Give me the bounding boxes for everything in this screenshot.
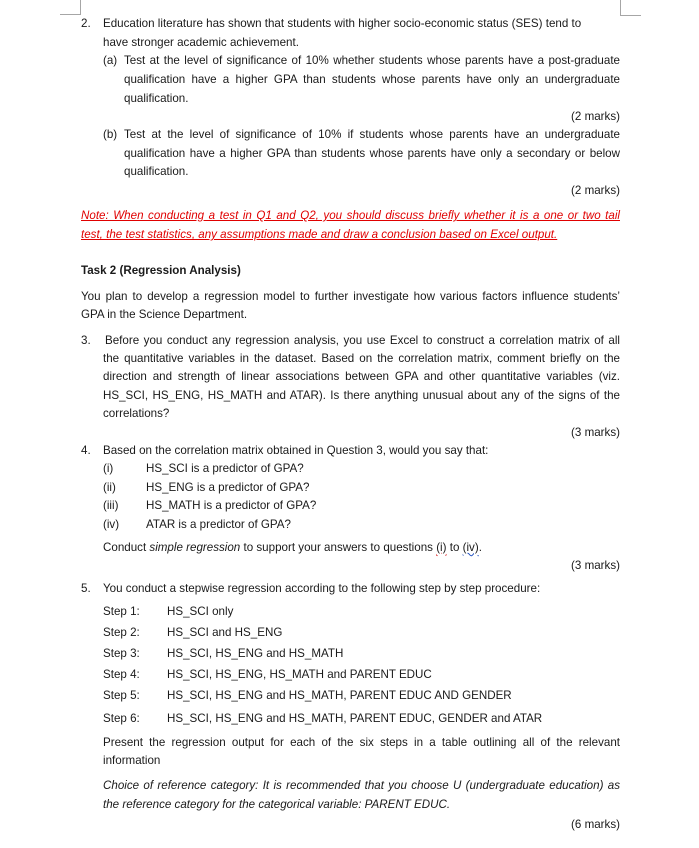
step-label: Step 5: — [103, 689, 140, 702]
item-text: HS_ENG is a predictor of GPA? — [146, 481, 310, 494]
step-text: HS_SCI, HS_ENG and HS_MATH, PARENT EDUC AND GENDER — [167, 689, 512, 702]
marks-label: (3 marks) — [571, 559, 620, 572]
subpart-label: (a) — [103, 54, 118, 67]
question-number: 4. — [81, 444, 91, 457]
instruction-text: Present the regression output for each of the six steps in a table outlining all of the relevant — [103, 736, 620, 749]
question-text: HS_SCI, HS_ENG, HS_MATH and ATAR). Is there anything unusual about any of the signs of the — [103, 389, 620, 402]
question-text: Based on the correlation matrix obtained in Question 3, would you say that: — [103, 444, 489, 457]
item-label: (iv) — [103, 518, 120, 531]
item-label: (i) — [103, 462, 114, 475]
subpart-text: qualification have a higher GPA than students whose parents have only an undergraduate — [124, 73, 620, 86]
marks-label: (3 marks) — [571, 426, 620, 439]
question-number: 2. — [81, 17, 91, 30]
step-label: Step 1: — [103, 605, 140, 618]
item-text: HS_MATH is a predictor of GPA? — [146, 499, 317, 512]
question-text: correlations? — [103, 407, 170, 420]
section-heading: Task 2 (Regression Analysis) — [81, 264, 241, 277]
step-label: Step 2: — [103, 626, 140, 639]
marks-label: (6 marks) — [571, 818, 620, 831]
step-text: HS_SCI, HS_ENG and HS_MATH — [167, 647, 344, 660]
instruction-emphasis: simple regression — [149, 541, 241, 554]
subpart-text: Test at the level of significance of 10% if students whose parents have an undergraduate — [124, 128, 620, 141]
question-text: the quantitative variables in the dataset. Based on the correlation matrix, comment briefly on the — [103, 352, 620, 365]
instruction-part: Conduct — [103, 541, 150, 554]
item-text: ATAR is a predictor of GPA? — [146, 518, 291, 531]
subpart-label: (b) — [103, 128, 118, 141]
instruction-text: information — [103, 754, 161, 767]
question-text: Before you conduct any regression analysis, you use Excel to construct a correlation matrix of all — [105, 334, 620, 347]
page-corner-mark-left — [60, 0, 81, 15]
instruction-part: to — [446, 541, 463, 554]
step-label: Step 3: — [103, 647, 140, 660]
marks-label: (2 marks) — [571, 110, 620, 123]
instruction-part: to support your answers to questions — [240, 541, 437, 554]
step-label: Step 4: — [103, 668, 140, 681]
question-text: You conduct a stepwise regression according to the following step by step procedure: — [103, 582, 541, 595]
page-corner-mark-right — [620, 0, 641, 16]
grammar-flag: (iv) — [462, 541, 479, 554]
intro-text: GPA in the Science Department. — [81, 308, 248, 321]
question-number: 3. — [81, 334, 91, 347]
subpart-text: qualification have a higher GPA than students whose parents have only a secondary or below — [124, 147, 620, 160]
note-text: test, the test statistics, any assumptions made and draw a conclusion based on Excel output. — [81, 228, 558, 241]
subpart-text: qualification. — [124, 92, 189, 105]
instruction-text — [103, 541, 482, 555]
reference-note: the reference category for the categorical variable: PARENT EDUC. — [103, 798, 451, 811]
step-label: Step 6: — [103, 712, 140, 725]
question-number: 5. — [81, 582, 91, 595]
step-text: HS_SCI and HS_ENG — [167, 626, 283, 639]
question-text: have stronger academic achievement. — [103, 36, 299, 49]
item-text: HS_SCI is a predictor of GPA? — [146, 462, 304, 475]
step-text: HS_SCI, HS_ENG and HS_MATH, PARENT EDUC, GENDER and ATAR — [167, 712, 543, 725]
reference-note: Choice of reference category: It is recommended that you choose U (undergraduate education) as — [103, 779, 620, 792]
question-text: Education literature has shown that students with higher socio-economic status (SES) tend to — [103, 17, 582, 30]
item-label: (iii) — [103, 499, 119, 512]
subpart-text: Test at the level of significance of 10% whether students whose parents have a post-graduate — [124, 54, 620, 67]
step-text: HS_SCI only — [167, 605, 234, 618]
question-text: direction and strength of linear associations between GPA and other quantitative variables (viz. — [103, 370, 620, 383]
intro-text: You plan to develop a regression model to further investigate how various factors influence students’ — [81, 290, 620, 303]
marks-label: (2 marks) — [571, 184, 620, 197]
item-label: (ii) — [103, 481, 116, 494]
spelling-flag: (i) — [436, 541, 447, 554]
instruction-part: . — [478, 541, 482, 554]
step-text: HS_SCI, HS_ENG, HS_MATH and PARENT EDUC — [167, 668, 432, 681]
subpart-text: qualification. — [124, 165, 189, 178]
note-text: Note: When conducting a test in Q1 and Q2, you should discuss briefly whether it is a one or two tail — [81, 209, 620, 222]
